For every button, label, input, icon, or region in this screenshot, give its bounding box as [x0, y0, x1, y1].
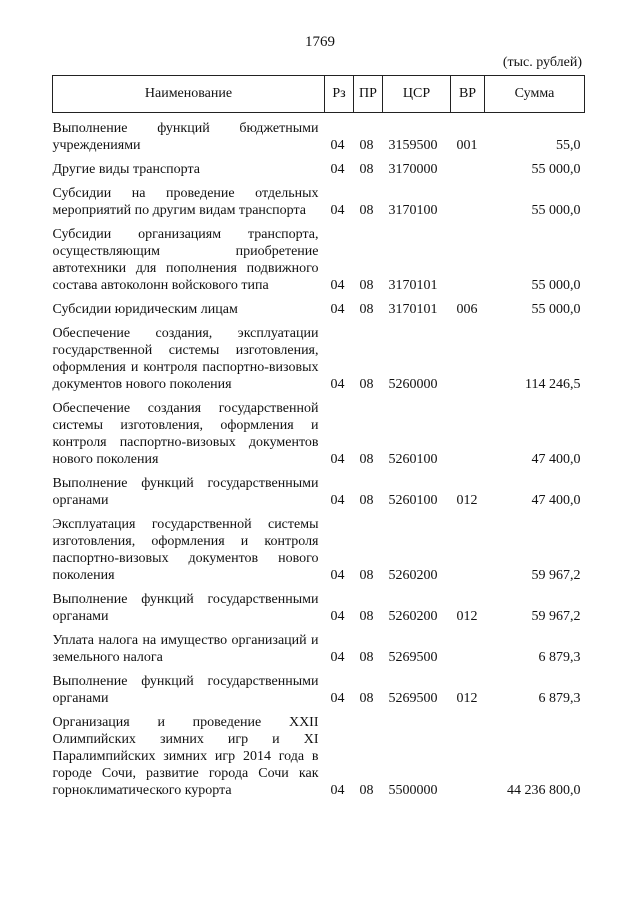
- row-sum: 6 879,3: [538, 691, 581, 706]
- row-rz: 04: [330, 691, 345, 706]
- row-pr: 08: [359, 138, 374, 153]
- row-vr: 006: [456, 302, 478, 317]
- row-rz: 04: [330, 302, 345, 317]
- row-rz: 04: [330, 650, 345, 665]
- row-pr: 08: [359, 609, 374, 624]
- table-row: [53, 154, 585, 178]
- row-pr: 08: [359, 377, 374, 392]
- table-row: [53, 178, 585, 219]
- row-csr: 3159500: [388, 138, 438, 153]
- row-name: Другие виды транспорта: [52, 162, 200, 177]
- row-sum: 47 400,0: [531, 493, 581, 508]
- row-rz: 04: [330, 377, 345, 392]
- row-csr: 3170000: [388, 162, 438, 177]
- row-rz: 04: [330, 452, 345, 467]
- row-rz: 04: [330, 162, 345, 177]
- row-csr: 5260200: [388, 568, 438, 583]
- row-csr: 5269500: [388, 650, 438, 665]
- table-row: [53, 113, 585, 155]
- row-sum: 114 246,5: [525, 377, 581, 392]
- row-sum: 55 000,0: [531, 203, 581, 218]
- row-vr: [451, 393, 485, 468]
- row-sum: 59 967,2: [531, 568, 581, 583]
- row-name: Обеспечение создания государственной системы изготовления, оформления и контроля паспортно-визовых документов нового поколения: [52, 401, 319, 467]
- table-row: [53, 393, 585, 468]
- row-vr: [451, 707, 485, 799]
- row-csr: 5260100: [388, 452, 438, 467]
- row-csr: 3170100: [388, 203, 438, 218]
- row-csr: 5269500: [388, 691, 438, 706]
- budget-table: [52, 75, 585, 799]
- row-sum: 55 000,0: [531, 278, 581, 293]
- row-sum: 55 000,0: [531, 162, 581, 177]
- row-name: Выполнение функций государственными органами: [52, 592, 319, 624]
- header-csr: ЦСР: [383, 76, 451, 113]
- row-vr: 001: [456, 138, 478, 153]
- row-sum: 47 400,0: [531, 452, 581, 467]
- row-vr: [451, 178, 485, 219]
- header-vr: ВР: [451, 76, 485, 113]
- table-row: [53, 294, 585, 318]
- row-pr: 08: [359, 691, 374, 706]
- row-rz: 04: [330, 783, 345, 798]
- row-vr: 012: [456, 493, 478, 508]
- row-name: Обеспечение создания, эксплуатации государственной системы изготовления, оформления и контроля паспортно-визовых документов нового поколения: [52, 326, 319, 392]
- row-rz: 04: [330, 609, 345, 624]
- row-vr: [451, 154, 485, 178]
- table-body: [53, 113, 585, 800]
- row-csr: 5500000: [388, 783, 438, 798]
- row-name: Субсидии юридическим лицам: [52, 302, 238, 317]
- row-pr: 08: [359, 452, 374, 467]
- units-note: (тыс. рублей): [502, 55, 582, 70]
- row-vr: [451, 219, 485, 294]
- row-pr: 08: [359, 162, 374, 177]
- header-pr: ПР: [354, 76, 383, 113]
- row-name: Выполнение функций бюджетными учреждениями: [52, 121, 319, 153]
- row-vr: 012: [456, 609, 478, 624]
- row-name: Субсидии организациям транспорта, осуществляющим приобретение автотехники для пополнения подвижного состава автоколонн войскового типа: [52, 227, 319, 293]
- row-csr: 5260100: [388, 493, 438, 508]
- row-vr: [451, 625, 485, 666]
- row-csr: 5260200: [388, 609, 438, 624]
- row-name: Организация и проведение XXII Олимпийских зимних игр и XI Паралимпийских зимних игр 2014 года в городе Сочи, развитие города Сочи как горноклиматического курорта: [52, 715, 319, 798]
- table-row: [53, 584, 585, 625]
- row-csr: 3170101: [388, 278, 438, 293]
- header-name: Наименование: [53, 76, 325, 113]
- row-pr: 08: [359, 302, 374, 317]
- row-vr: 012: [456, 691, 478, 706]
- row-vr: [451, 318, 485, 393]
- header-rz: Рз: [325, 76, 354, 113]
- row-name: Субсидии на проведение отдельных мероприятий по другим видам транспорта: [52, 186, 319, 218]
- row-name: Уплата налога на имущество организаций и земельного налога: [52, 633, 319, 665]
- row-csr: 5260000: [388, 377, 438, 392]
- table-header-row: [53, 76, 585, 113]
- table-row: [53, 509, 585, 584]
- page-number: 1769: [305, 34, 335, 50]
- row-pr: 08: [359, 203, 374, 218]
- table-row: [53, 318, 585, 393]
- table-row: [53, 666, 585, 707]
- row-name: Эксплуатация государственной системы изготовления, оформления и контроля паспортно-визовых документов нового поколения: [52, 517, 319, 583]
- row-rz: 04: [330, 203, 345, 218]
- row-pr: 08: [359, 493, 374, 508]
- row-vr: [451, 509, 485, 584]
- table-row: [53, 625, 585, 666]
- row-name: Выполнение функций государственными органами: [52, 674, 319, 706]
- table-row: [53, 468, 585, 509]
- row-pr: 08: [359, 278, 374, 293]
- row-sum: 59 967,2: [531, 609, 581, 624]
- row-sum: 55 000,0: [531, 302, 581, 317]
- row-pr: 08: [359, 650, 374, 665]
- table-row: [53, 707, 585, 799]
- row-rz: 04: [330, 138, 345, 153]
- row-sum: 6 879,3: [538, 650, 581, 665]
- header-sum: Сумма: [485, 76, 585, 113]
- row-rz: 04: [330, 568, 345, 583]
- row-pr: 08: [359, 783, 374, 798]
- table-row: [53, 219, 585, 294]
- row-rz: 04: [330, 493, 345, 508]
- row-rz: 04: [330, 278, 345, 293]
- row-sum: 44 236 800,0: [507, 783, 581, 798]
- row-csr: 3170101: [388, 302, 438, 317]
- row-sum: 55,0: [556, 138, 581, 153]
- row-pr: 08: [359, 568, 374, 583]
- row-name: Выполнение функций государственными органами: [52, 476, 319, 508]
